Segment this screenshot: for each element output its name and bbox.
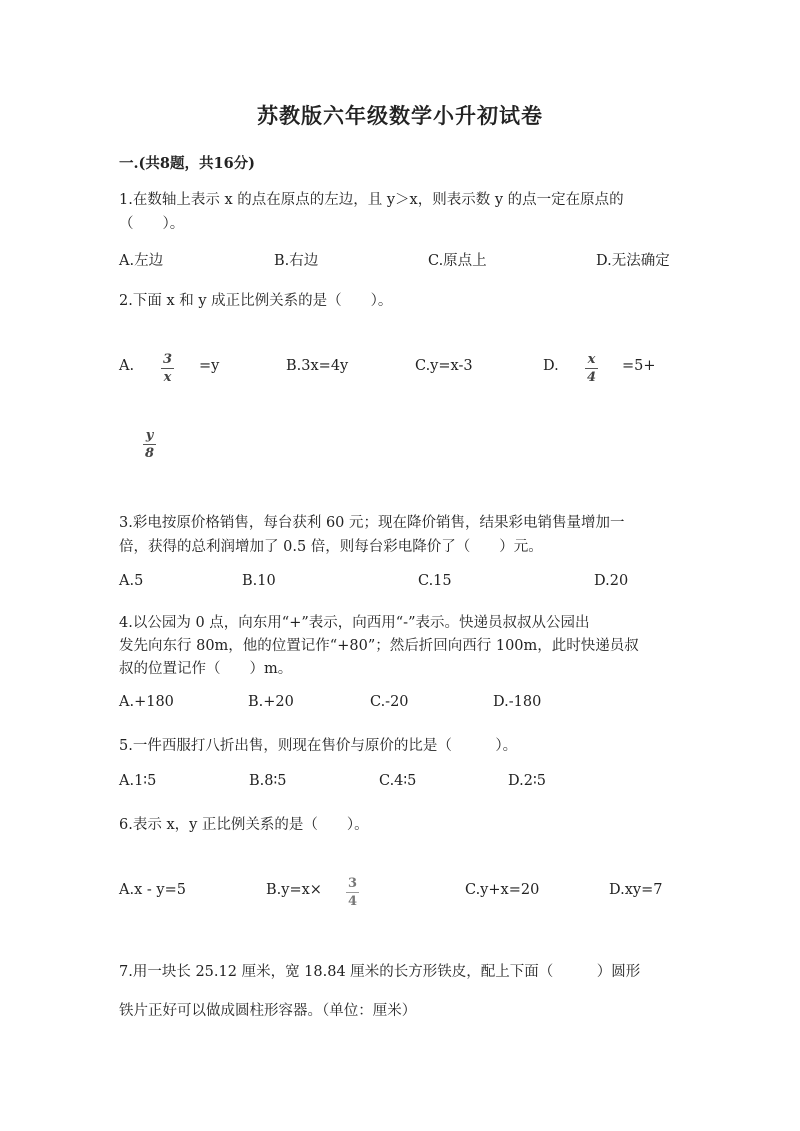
question-6-option-a: A.x - y=5 — [119, 882, 186, 898]
question-3-option-c: C.15 — [418, 573, 452, 589]
question-6-option-b-fraction — [346, 876, 359, 909]
fraction-bar — [161, 368, 174, 369]
question-2-option-d-label: D. — [543, 358, 559, 374]
question-4-stem-line2: 发先向东行 80m，他的位置记作“+80”；然后折回向西行 100m，此时快递员叔 — [119, 638, 639, 654]
question-2-option-d-fraction — [585, 352, 598, 385]
question-7-stem-line1: 7.用一块长 25.12 厘米，宽 18.84 厘米的长方形铁皮，配上下面（ ）圆形 — [119, 964, 641, 980]
question-3-stem-line1: 3.彩电按原价格销售，每台获利 60 元；现在降价销售，结果彩电销售量增加一 — [119, 515, 625, 531]
question-5-option-a: A.1∶5 — [119, 773, 157, 789]
question-4-option-a: A.+180 — [119, 694, 174, 710]
question-2-option-c: C.y=x-3 — [415, 358, 473, 374]
question-7-stem-line2: 铁片正好可以做成圆柱形容器。（单位：厘米） — [119, 1003, 417, 1019]
fraction-numerator: 3 — [347, 876, 358, 891]
fraction-bar — [346, 892, 359, 893]
question-2-option-d-suffix: =5+ — [622, 358, 656, 374]
question-1-option-c: C.原点上 — [428, 253, 487, 269]
question-6-option-b: B.y=x× — [266, 882, 322, 898]
fraction-bar — [585, 368, 598, 369]
fraction-denominator: 8 — [144, 446, 155, 461]
question-4-option-d: D.-180 — [493, 694, 542, 710]
question-1-stem-line1: 1.在数轴上表示 x 的点在原点的左边，且 y＞x，则表示数 y 的点一定在原点的 — [119, 192, 624, 208]
question-6-option-d: D.xy=7 — [609, 882, 663, 898]
question-6-option-c: C.y+x=20 — [465, 882, 540, 898]
question-3-stem-line2: 倍，获得的总利润增加了 0.5 倍，则每台彩电降价了（ ）元。 — [119, 539, 543, 555]
question-2-option-b: B.3x=4y — [286, 358, 349, 374]
question-2-stem-line1: 2.下面 x 和 y 成正比例关系的是（ ）。 — [119, 293, 393, 309]
section-heading: 一.(共8题，共16分) — [119, 155, 256, 172]
page-title: 苏教版六年级数学小升初试卷 — [257, 103, 543, 128]
question-6-stem-line1: 6.表示 x，y 正比例关系的是（ ）。 — [119, 817, 369, 833]
question-1-option-b: B.右边 — [274, 253, 319, 269]
question-5-option-c: C.4∶5 — [379, 773, 417, 789]
question-4-stem-line3: 叔的位置记作（ ）m。 — [119, 661, 293, 677]
question-2-option-d-fraction-continued — [143, 428, 156, 461]
fraction-denominator: 4 — [347, 894, 358, 909]
question-5-option-d: D.2∶5 — [508, 773, 546, 789]
question-5-stem-line1: 5.一件西服打八折出售，则现在售价与原价的比是（ ）。 — [119, 738, 518, 754]
question-1-option-a: A.左边 — [119, 253, 164, 269]
question-4-stem-line1: 4.以公园为 0 点，向东用“+”表示，向西用“-”表示。快递员叔叔从公园出 — [119, 615, 590, 631]
question-5-option-b: B.8∶5 — [249, 773, 287, 789]
question-3-option-a: A.5 — [119, 573, 144, 589]
question-2-option-a-suffix: =y — [199, 358, 220, 374]
question-4-option-b: B.+20 — [248, 694, 294, 710]
fraction-denominator: 4 — [586, 370, 597, 385]
question-2-option-a-label: A. — [119, 358, 135, 374]
question-4-option-c: C.-20 — [370, 694, 409, 710]
question-1-option-d: D.无法确定 — [596, 253, 670, 269]
fraction-numerator: x — [587, 352, 596, 367]
question-2-option-a-fraction — [161, 352, 174, 385]
fraction-denominator: x — [163, 370, 172, 385]
fraction-numerator: y — [145, 428, 154, 443]
question-3-option-b: B.10 — [242, 573, 276, 589]
fraction-bar — [143, 444, 156, 445]
question-1-stem-line2: （ ）。 — [119, 216, 185, 232]
question-3-option-d: D.20 — [594, 573, 629, 589]
fraction-numerator: 3 — [162, 352, 173, 367]
